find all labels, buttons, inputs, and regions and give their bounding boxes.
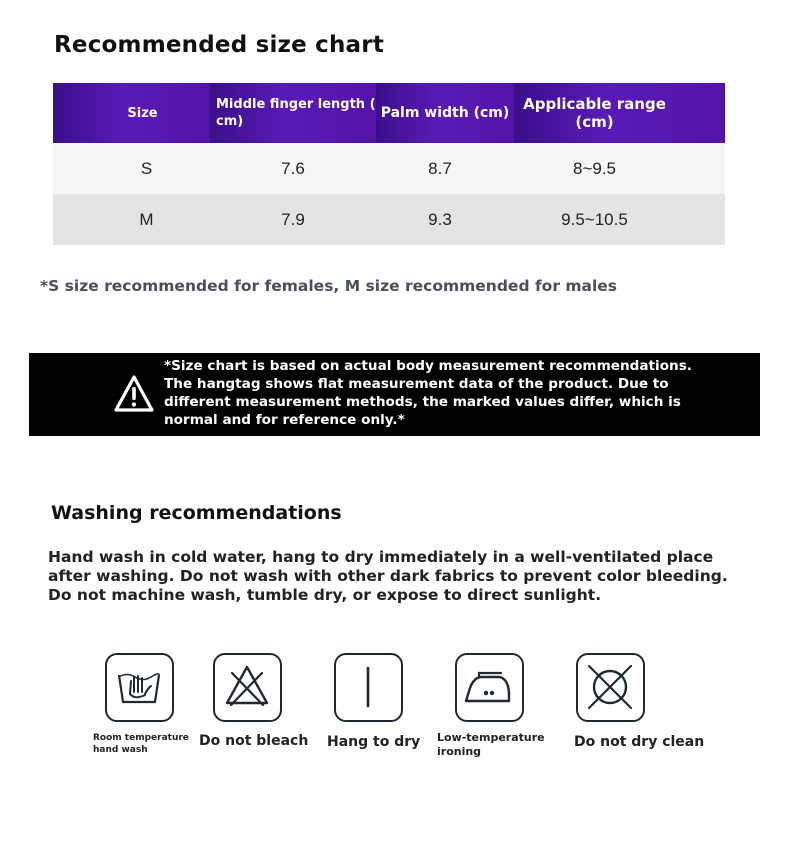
warning-triangle-icon [113, 374, 155, 414]
cell-applicable-range: 8~9.5 [514, 143, 725, 194]
table-row [53, 143, 725, 194]
hand-wash-icon [105, 653, 174, 722]
table-row [53, 194, 725, 245]
low-iron-icon [455, 653, 524, 722]
care-label: Hang to dry [327, 734, 421, 750]
no-dry-clean-icon [576, 653, 645, 722]
cell-finger-length: 7.9 [210, 194, 376, 245]
size-recommendation-note: *S size recommended for females, M size recommended for males [40, 277, 618, 295]
header-palm-width: Palm width (cm) [376, 83, 514, 143]
no-bleach-icon [213, 653, 282, 722]
header-size: Size [53, 83, 210, 143]
washing-title: Washing recommendations [51, 502, 342, 524]
cell-palm-width: 9.3 [376, 194, 514, 245]
care-label: Do not dry clean [574, 734, 705, 750]
header-applicable-range: Applicable range (cm) [514, 83, 725, 143]
cell-applicable-range: 9.5~10.5 [514, 194, 725, 245]
washing-instructions: Hand wash in cold water, hang to dry immediately in a well-ventilated place after washing. Do not wash with other dark fabrics to prevent color bleeding. Do not machine wash, tumble dry, or expose to direct sunlight. [48, 548, 728, 604]
size-chart-title: Recommended size chart [54, 32, 385, 58]
size-chart-table [53, 83, 725, 245]
warning-text: *Size chart is based on actual body measurement recommendations. The hangtag shows flat measurement data of the product. Due to different measurement methods, the marked values differ, which is normal and for reference only.* [164, 358, 692, 428]
care-label: Room temperature hand wash [93, 733, 189, 755]
table-header-row [53, 83, 725, 143]
measurement-warning-banner [29, 353, 760, 436]
care-label: Do not bleach [199, 733, 309, 749]
cell-size: M [53, 194, 210, 245]
cell-size: S [53, 143, 210, 194]
hang-dry-icon [334, 653, 403, 722]
cell-palm-width: 8.7 [376, 143, 514, 194]
cell-finger-length: 7.6 [210, 143, 376, 194]
care-label: Low-temperature ironing [437, 731, 545, 758]
header-finger-length: Middle finger length ( cm) [210, 83, 376, 143]
